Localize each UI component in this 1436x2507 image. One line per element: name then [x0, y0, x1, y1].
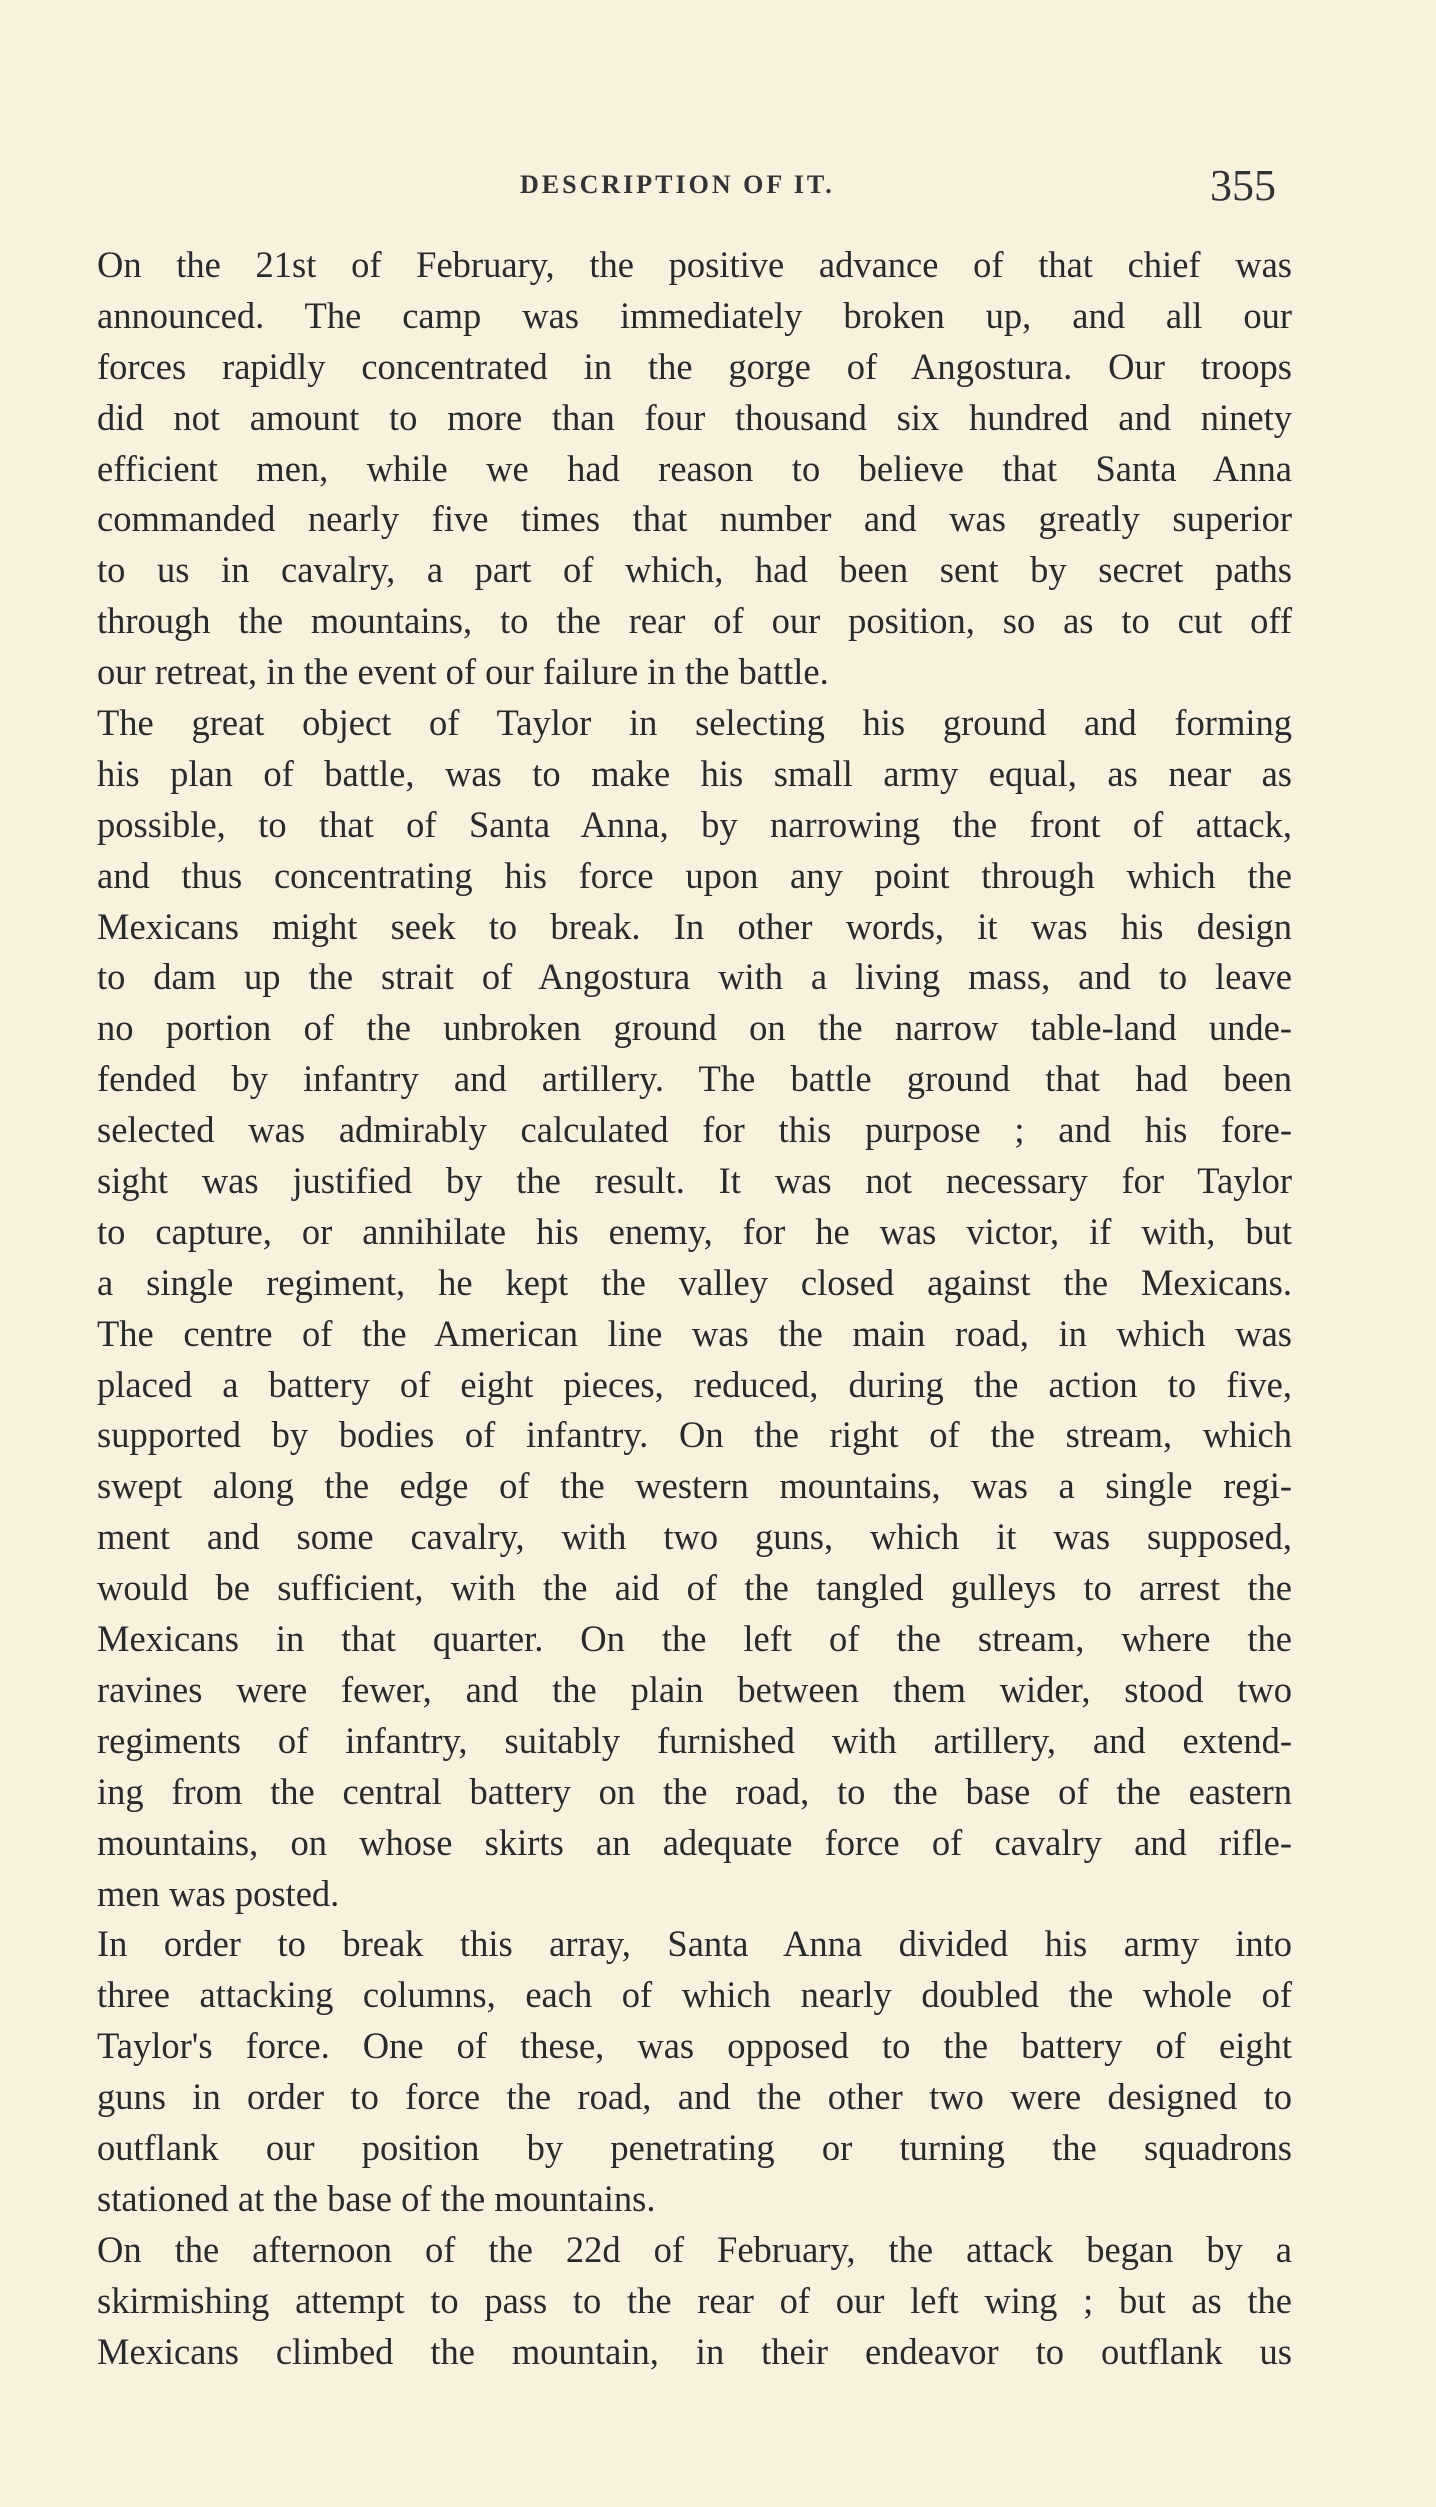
text-line: and thus concentrating his force upon any point through which the: [97, 854, 1292, 896]
text-line: placed a battery of eight pieces, reduced, during the action to five,: [97, 1363, 1292, 1405]
text-line: stationed at the base of the mountains.: [97, 2177, 656, 2219]
text-line: outflank our position by penetrating or turning the squadrons: [97, 2126, 1292, 2168]
text-line: Mexicans might seek to break. In other words, it was his design: [97, 905, 1292, 947]
text-line: fended by infantry and artillery. The battle ground that had been: [97, 1058, 1292, 1100]
text-line: The centre of the American line was the main road, in which was: [97, 1312, 1292, 1354]
text-line: mountains, on whose skirts an adequate force of cavalry and rifle-: [97, 1821, 1292, 1863]
text-line: guns in order to force the road, and the other two were designed to: [97, 2076, 1292, 2118]
text-line: In order to break this array, Santa Anna divided his army into: [97, 1923, 1292, 1965]
text-line: did not amount to more than four thousand six hundred and ninety: [97, 396, 1292, 438]
text-line: a single regiment, he kept the valley closed against the Mexicans.: [97, 1261, 1292, 1303]
text-line: through the mountains, to the rear of our position, so as to cut off: [97, 600, 1292, 642]
text-line: no portion of the unbroken ground on the narrow table-land unde-: [97, 1007, 1292, 1049]
text-line: to capture, or annihilate his enemy, for he was victor, if with, but: [97, 1210, 1292, 1252]
text-line: announced. The camp was immediately broken up, and all our: [97, 294, 1292, 336]
text-line: possible, to that of Santa Anna, by narrowing the front of attack,: [97, 803, 1292, 845]
text-line: The great object of Taylor in selecting his ground and forming: [97, 702, 1292, 744]
text-line: forces rapidly concentrated in the gorge of Angostura. Our troops: [97, 345, 1292, 387]
text-line: commanded nearly five times that number and was greatly superior: [97, 498, 1292, 540]
text-line: our retreat, in the event of our failure in the battle.: [97, 651, 829, 693]
text-line: skirmishing attempt to pass to the rear of our left wing ; but as the: [97, 2279, 1292, 2321]
text-line: to dam up the strait of Angostura with a living mass, and to leave: [97, 956, 1292, 998]
text-line: On the afternoon of the 22d of February, the attack began by a: [97, 2228, 1292, 2270]
text-line: ravines were fewer, and the plain between them wider, stood two: [97, 1668, 1292, 1710]
text-line: swept along the edge of the western mountains, was a single regi-: [97, 1465, 1292, 1507]
text-line: supported by bodies of infantry. On the right of the stream, which: [97, 1414, 1292, 1456]
text-line: Taylor's force. One of these, was opposed to the battery of eight: [97, 2025, 1292, 2067]
text-line: to us in cavalry, a part of which, had been sent by secret paths: [97, 549, 1292, 591]
text-line: ment and some cavalry, with two guns, which it was supposed,: [97, 1516, 1292, 1558]
text-line: ing from the central battery on the road, to the base of the eastern: [97, 1770, 1292, 1812]
text-line: selected was admirably calculated for this purpose ; and his fore-: [97, 1109, 1292, 1151]
text-line: sight was justified by the result. It was not necessary for Taylor: [97, 1160, 1292, 1202]
running-header: [100, 161, 1276, 226]
text-line: his plan of battle, was to make his small army equal, as near as: [97, 752, 1292, 794]
page-number: 355: [1210, 161, 1276, 210]
running-head-title: DESCRIPTION OF IT.: [520, 170, 835, 199]
text-line: men was posted.: [97, 1872, 340, 1914]
text-line: On the 21st of February, the positive advance of that chief was: [97, 244, 1292, 285]
body-text: [97, 240, 1292, 2377]
text-line: regiments of infantry, suitably furnished with artillery, and extend-: [97, 1719, 1292, 1761]
text-line: Mexicans in that quarter. On the left of the stream, where the: [97, 1618, 1292, 1660]
text-line: would be sufficient, with the aid of the tangled gulleys to arrest the: [97, 1567, 1292, 1609]
text-line: three attacking columns, each of which nearly doubled the whole of: [97, 1974, 1292, 2016]
text-line: Mexicans climbed the mountain, in their endeavor to outflank us: [97, 2330, 1292, 2372]
text-line: efficient men, while we had reason to believe that Santa Anna: [97, 447, 1292, 489]
